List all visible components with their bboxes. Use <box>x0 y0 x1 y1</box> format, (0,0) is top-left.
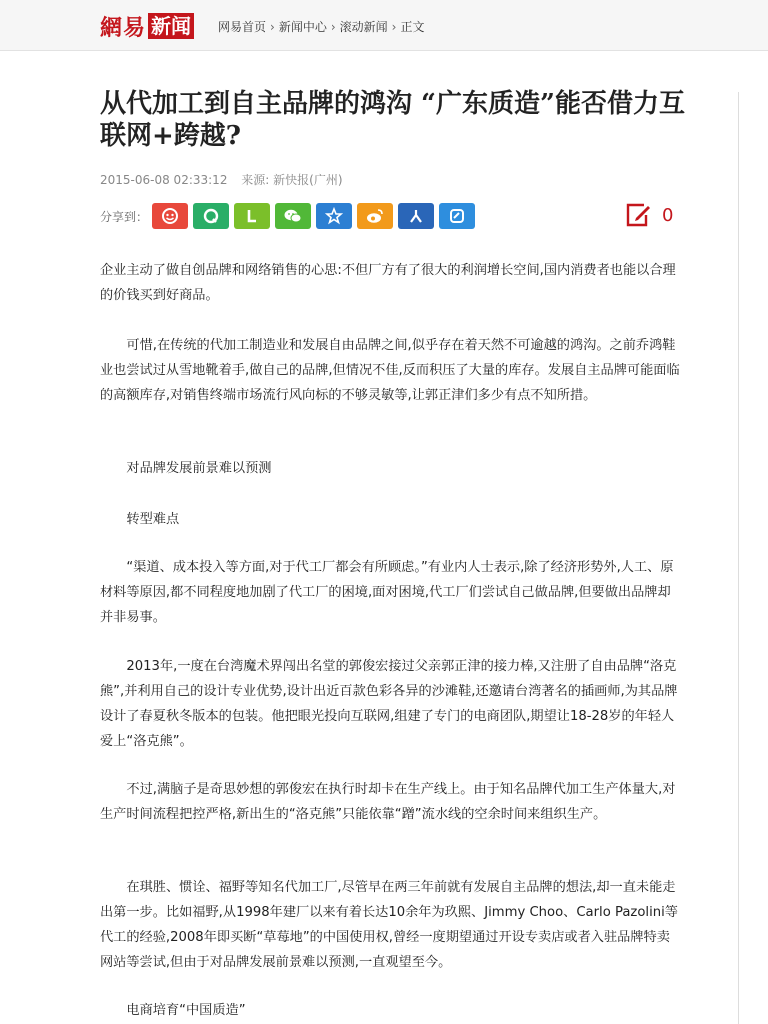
article-paragraph: 在琪胜、惯诠、福野等知名代加工厂,尽管早在两三年前就有发展自主品牌的想法,却一直未能走出第一步。比如福野,从1998年建厂以来有着长达10余年为玖熙、Jimmy Choo、Carlo Pazolini等代工的经验,2008年即买断“草莓地”的中国使用权,曾经一度期望通过开设专卖店或者入驻品牌特卖网站等尝试,但由于对品牌发展前景难以预测,一直观望至今。 <box>100 880 678 970</box>
share-qzone-button[interactable] <box>193 203 229 229</box>
breadcrumb-rolling-news[interactable]: 滚动新闻 <box>339 20 388 34</box>
article-meta <box>100 171 353 188</box>
share-yixin-button[interactable] <box>439 203 475 229</box>
netease-icon <box>161 207 179 225</box>
share-wechat-button[interactable] <box>275 203 311 229</box>
share-netease-button[interactable] <box>152 203 188 229</box>
share-renren-button[interactable] <box>398 203 434 229</box>
qzone-icon <box>202 207 220 225</box>
chevron-right-icon: › <box>391 19 397 34</box>
netease-news-logo[interactable] <box>100 12 194 40</box>
top-bar <box>0 0 768 51</box>
chevron-right-icon: › <box>330 19 336 34</box>
article-source[interactable]: 来源: 新快报(广州) <box>241 173 343 187</box>
article-paragraph: “渠道、成本投入等方面,对于代工厂都会有所顾虑。”有业内人士表示,除了经济形势外,人工、原材料等原因,都不同程度地加剧了代工厂的困境,面对困境,代工厂们尝试自己做品牌,但要做出品牌却并非易事。 <box>100 560 674 625</box>
breadcrumb-current: 正文 <box>400 20 425 34</box>
breadcrumb <box>218 18 425 35</box>
logo-brand: 網易 <box>100 14 147 41</box>
article-paragraph: 企业主动了做自创品牌和网络销售的心思:不但厂方有了很大的利润增长空间,国内消费者也能以合理的价钱买到好商品。 <box>100 263 676 303</box>
yixin-icon <box>448 207 466 225</box>
weibo-icon <box>365 207 385 225</box>
share-weibo-button[interactable] <box>357 203 393 229</box>
wechat-icon <box>283 207 303 225</box>
article-paragraph: 可惜,在传统的代加工制造业和发展自由品牌之间,似乎存在着天然不可逾越的鸿沟。之前乔鸿鞋业也尝试过从雪地靴着手,做自己的品牌,但情况不佳,反而积压了大量的库存。发展自主品牌可能面临的高额库存,对销售终端市场流行风向标的不够灵敏等,让郭正津们多少有点不知所措。 <box>100 338 680 403</box>
article-title: 从代加工到自主品牌的鸿沟 “广东质造”能否借力互联网+跨越? <box>100 89 685 151</box>
share-label: 分享到： <box>100 209 149 224</box>
lofter-icon <box>243 207 261 225</box>
article-paragraph: 2013年,一度在台湾魔术界闯出名堂的郭俊宏接过父亲郭正津的接力棒,又注册了自由品牌“洛克熊”,并利用自己的设计专业优势,设计出近百款色彩各异的沙滩鞋,还邀请台湾著名的插画师,为其品牌设计了春夏秋冬版本的包装。他把眼光投向互联网,组建了专门的电商团队,期望让18-28岁的年轻人爱上“洛克熊”。 <box>100 659 678 749</box>
logo-news: 新闻 <box>148 13 194 39</box>
comment-count: 0 <box>662 204 674 226</box>
article-subheading: 转型难点 <box>126 512 180 527</box>
comment-edit-icon <box>624 201 652 229</box>
chevron-right-icon: › <box>270 19 275 34</box>
breadcrumb-news-center[interactable]: 新闻中心 <box>278 20 327 34</box>
publish-datetime: 2015-06-08 02:33:12 <box>100 173 228 187</box>
favorite-icon <box>325 207 343 225</box>
article-subheading: 对品牌发展前景难以预测 <box>126 461 272 476</box>
article-subheading: 电商培育“中国质造” <box>126 1003 246 1018</box>
comment-button[interactable] <box>624 201 673 229</box>
share-lofter-button[interactable] <box>234 203 270 229</box>
content-divider <box>738 92 739 1024</box>
article-paragraph: 不过,满脑子是奇思妙想的郭俊宏在执行时却卡在生产线上。由于知名品牌代加工生产体量大,对生产时间流程把控严格,新出生的“洛克熊”只能依靠“蹭”流水线的空余时间来组织生产。 <box>100 782 676 822</box>
share-favorite-button[interactable] <box>316 203 352 229</box>
renren-icon <box>407 207 425 225</box>
share-bar <box>100 202 480 230</box>
breadcrumb-home[interactable]: 网易首页 <box>218 20 267 34</box>
